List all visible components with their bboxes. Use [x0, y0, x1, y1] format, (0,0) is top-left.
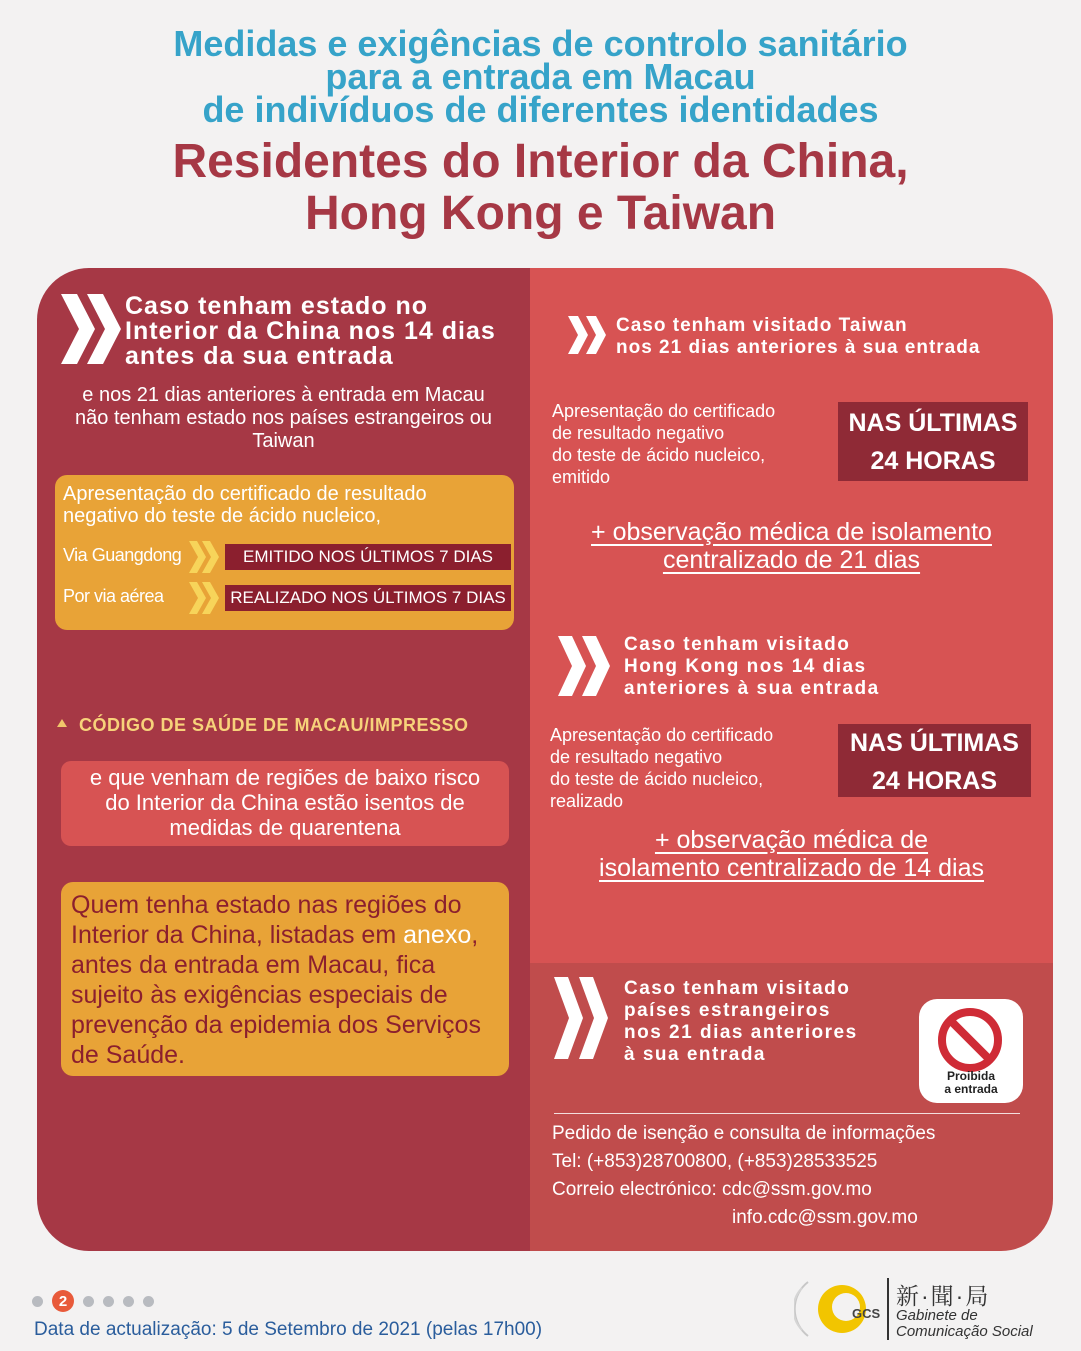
foreign-panel: [530, 963, 1053, 1251]
mainland-heading: Caso tenham estado no Interior da China nos 14 dias antes da sua entrada: [125, 292, 496, 370]
page-dot[interactable]: [103, 1296, 114, 1307]
special-requirements-box: [61, 882, 509, 1076]
taiwan-time-badge: NAS ÚLTIMAS 24 HORAS: [838, 402, 1028, 481]
foreign-heading: Caso tenham visitado países estrangeiros nos 21 dias anteriores à sua entrada: [624, 978, 858, 1065]
hongkong-observation: + observação médica de isolamento centralizado de 14 dias: [599, 826, 984, 882]
page-dot[interactable]: [123, 1296, 134, 1307]
logo-chinese-name: 新·聞·局: [896, 1283, 991, 1309]
page-title-line-2: Hong Kong e Taiwan: [304, 187, 777, 240]
hongkong-time-badge: NAS ÚLTIMAS 24 HORAS: [838, 724, 1031, 797]
page-indicator: [32, 1290, 154, 1312]
info-card: [37, 268, 1053, 1251]
divider: [554, 1113, 1020, 1114]
special-requirements-text: Quem tenha estado nas regiões do Interior da China, listadas em anexo, antes da entrada em Macau, fica sujeito às exigências especiais de prevenção da epidemia dos Serviços de Saúde.: [71, 891, 481, 1069]
route-tag-guangdong: EMITIDO NOS ÚLTIMOS 7 DIAS: [225, 544, 511, 570]
chevron-right-icon: [568, 316, 610, 354]
gcs-logo-letters: GCS: [852, 1306, 881, 1321]
certificate-text: Apresentação do certificado de resultado negativo do teste de ácido nucleico,: [63, 483, 427, 527]
hongkong-certificate-text: Apresentação do certificado de resultado negativo do teste de ácido nucleico, realizado: [550, 725, 774, 811]
update-date: Data de actualização: 5 de Setembro de 2021 (pelas 17h00): [34, 1319, 543, 1340]
exemption-text: e que venham de regiões de baixo risco do Interior da China estão isentos de medidas de quarentena: [89, 765, 481, 840]
triangle-icon: [57, 719, 67, 727]
hongkong-heading: Caso tenham visitado Hong Kong nos 14 dias anteriores à sua entrada: [624, 634, 880, 699]
page-dot[interactable]: [143, 1296, 154, 1307]
exemption-box: [61, 761, 509, 846]
taiwan-heading: Caso tenham visitado Taiwan nos 21 dias anteriores à sua entrada: [616, 315, 981, 358]
taiwan-observation: + observação médica de isolamento centralizado de 21 dias: [591, 518, 992, 574]
chevron-right-icon: [558, 636, 616, 696]
mainland-panel: [37, 268, 530, 1251]
header-line-3: de indivíduos de diferentes identidades: [202, 89, 879, 130]
header-line-1: Medidas e exigências de controlo sanitário: [173, 23, 908, 64]
chevron-right-icon: [189, 582, 221, 614]
logo-divider: [887, 1278, 889, 1340]
header-line-2: para a entrada em Macau: [325, 56, 756, 97]
prohibited-entry-label: Proibida a entrada: [944, 1069, 998, 1096]
page-dot[interactable]: [83, 1296, 94, 1307]
mainland-condition: e nos 21 dias anteriores à entrada em Macau não tenham estado nos países estrangeiros ou Taiwan: [75, 384, 492, 452]
page-dot-current[interactable]: 2: [52, 1290, 74, 1312]
page-dot[interactable]: [32, 1296, 43, 1307]
contact-info: Pedido de isenção e consulta de informações Tel: (+853)28700800, (+853)28533525 Correio electrónico: cdc@ssm.gov.mo info.cdc@ssm.gov.mo: [552, 1123, 936, 1228]
taiwan-hongkong-panel: [530, 268, 1053, 963]
annex-link[interactable]: anexo: [403, 921, 472, 949]
no-entry-icon: [937, 1007, 1003, 1073]
route-label-air: Por via aérea: [63, 586, 164, 606]
chevron-right-icon: [554, 977, 614, 1059]
taiwan-certificate-text: Apresentação do certificado de resultado negativo do teste de ácido nucleico, emitido: [552, 401, 776, 487]
route-label-guangdong: Via Guangdong: [63, 545, 182, 565]
route-tag-air: REALIZADO NOS ÚLTIMOS 7 DIAS: [225, 585, 511, 611]
chevron-right-icon: [61, 294, 123, 364]
gcs-logo: [794, 1272, 1064, 1346]
health-code-label: CÓDIGO DE SAÚDE DE MACAU/IMPRESSO: [79, 715, 469, 735]
prohibited-entry-badge: [919, 999, 1023, 1103]
page-title-line-1: Residentes do Interior da China,: [172, 135, 909, 188]
certificate-box: [55, 475, 514, 630]
chevron-right-icon: [189, 541, 221, 573]
logo-portuguese-name: Gabinete de Comunicação Social: [896, 1307, 1033, 1340]
